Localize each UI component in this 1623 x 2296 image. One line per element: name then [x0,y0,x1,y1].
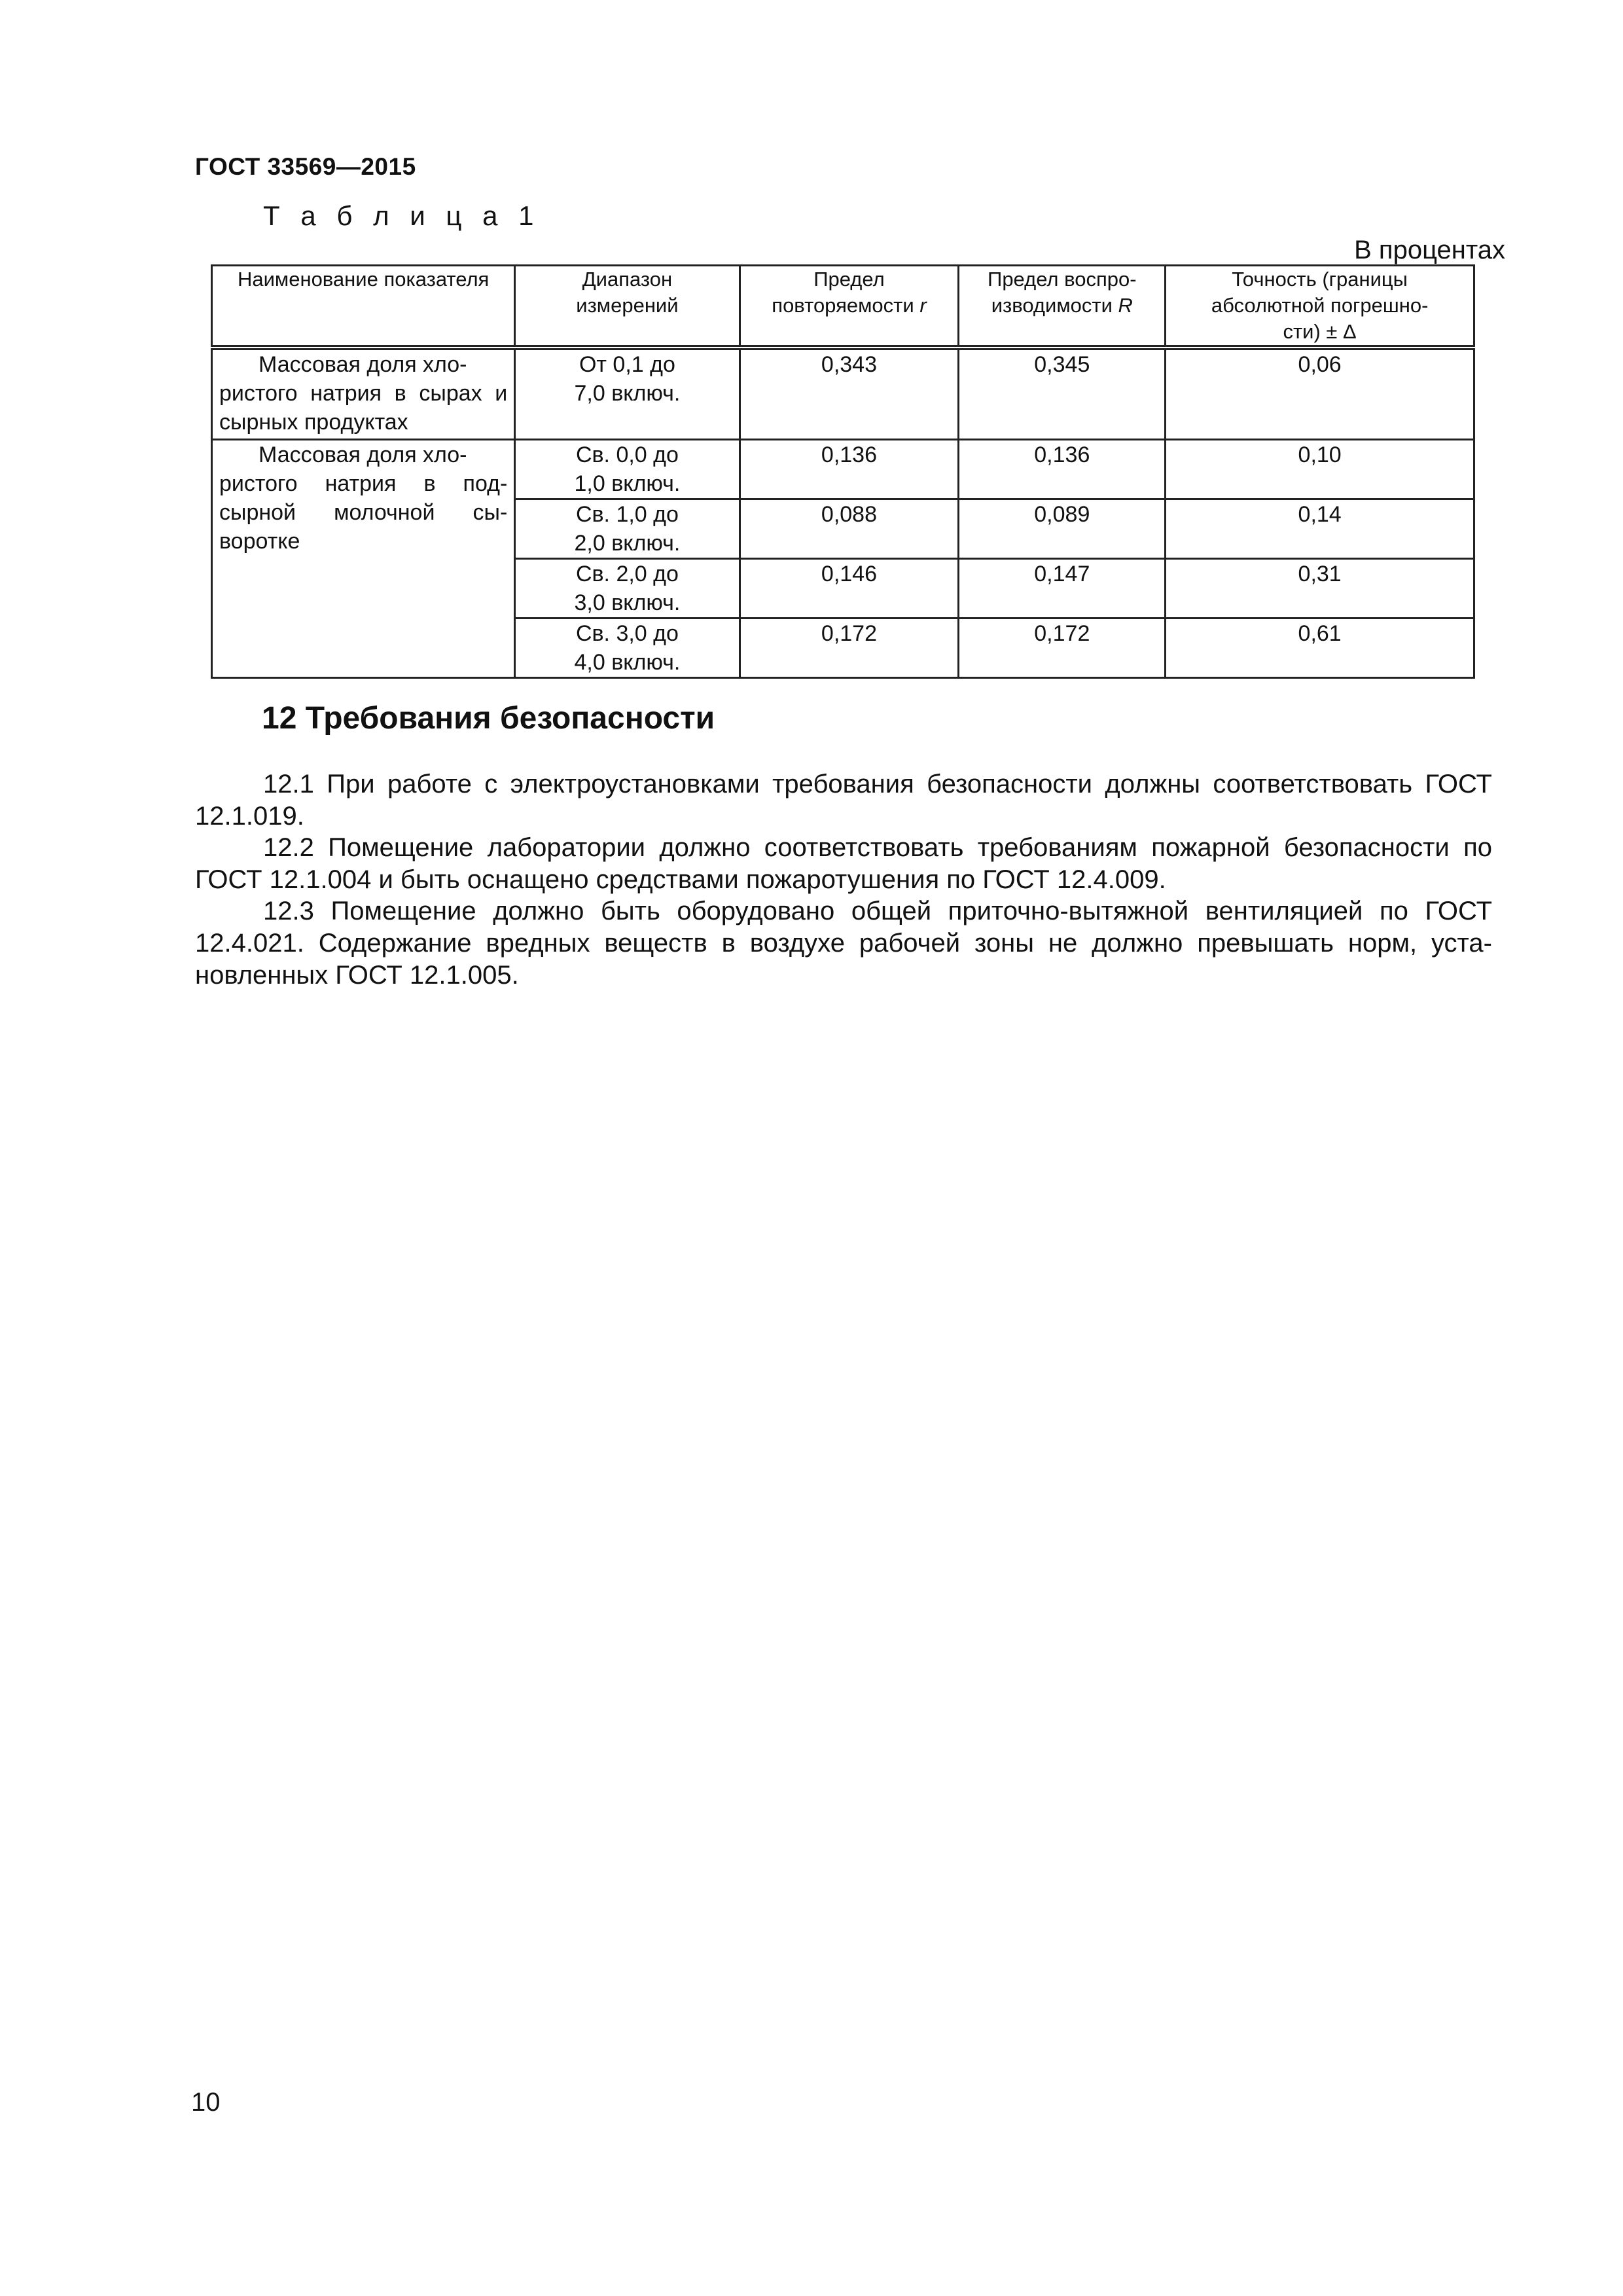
indicator-whey-line1: Массовая доля хло- [259,442,467,467]
reproducibility-value: 0,089 [959,499,1166,558]
repeatability-value: 0,172 [740,618,959,677]
indicator-whey-rest: ристого натрия в под-сырной молочной сы-воротке [219,471,508,554]
column-header-indicator-label: Наименование показателя [237,268,490,291]
range-cell [515,439,740,499]
accuracy-value: 0,10 [1166,439,1474,499]
range-line2: 1,0 включ. [574,471,681,496]
accuracy-value: 0,31 [1166,558,1474,618]
paragraph-12-3: 12.3 Помещение должно быть оборудовано общей приточно-вытяжной вентиляцией по ГОСТ 12.4.021. Содержание вредных веществ в воздухе рабочей зоны не должно превышать норм, уста-новленных ГОСТ 12.1.005. [195,897,1492,990]
column-header-accuracy-line3: сти) ± Δ [1283,320,1357,343]
table-row-whey-1 [212,439,1474,499]
range-line1: Св. 3,0 до [575,620,679,646]
indicator-cheese-rest: ристого натрия в сырах и сырных продуктах [219,381,508,435]
column-header-repeatability [740,266,959,348]
accuracy-value: 0,14 [1166,499,1474,558]
repeatability-value: 0,343 [740,348,959,439]
document-code-header: ГОСТ 33569—2015 [195,153,416,180]
range-cell [515,618,740,677]
repeatability-value: 0,136 [740,439,959,499]
reproducibility-value: 0,147 [959,558,1166,618]
accuracy-value: 0,06 [1166,348,1474,439]
range-line2: 2,0 включ. [574,530,681,556]
range-line1: Св. 2,0 до [575,561,679,586]
indicator-cheese-line1: Массовая доля хло- [259,352,467,377]
table-header-row [212,266,1474,348]
column-header-reproducibility [959,266,1166,348]
paragraph-12-1: 12.1 При работе с электроустановками требования безопасности должны соответствовать ГОСТ 12.1.019. [195,770,1492,831]
range-cell [515,348,740,439]
column-header-reproducibility-line2: изводимости [991,294,1113,317]
column-header-reproducibility-line1: Предел воспро- [988,268,1137,291]
indicator-whey [212,439,515,677]
table-caption: Т а б л и ц а 1 [263,200,541,231]
paragraph-12-2: 12.2 Помещение лаборатории должно соответствовать требованиям пожарной безопасности по ГОСТ 12.1.004 и быть оснащено средствами пожаротушения по ГОСТ 12.4.009. [195,833,1492,894]
column-header-repeatability-symbol: r [919,294,927,317]
repeatability-value: 0,088 [740,499,959,558]
range-line2: 4,0 включ. [574,649,681,675]
column-header-reproducibility-symbol: R [1118,294,1133,317]
reproducibility-value: 0,172 [959,618,1166,677]
page-number: 10 [191,2088,221,2117]
column-header-accuracy [1166,266,1474,348]
column-header-repeatability-line2: повторяемости [772,294,914,317]
range-cell [515,558,740,618]
table-units-note: В процентах [1354,236,1505,264]
column-header-range [515,266,740,348]
column-header-accuracy-line1: Точность (границы [1232,268,1408,291]
table-row-cheese [212,348,1474,439]
column-header-accuracy-line2: абсолютной погрешно- [1211,294,1429,317]
accuracy-value: 0,61 [1166,618,1474,677]
column-header-repeatability-line1: Предел [813,268,885,291]
column-header-range-line1: Диапазон [582,268,673,291]
indicator-cheese [212,348,515,439]
range-line1: Св. 1,0 до [575,501,679,527]
column-header-indicator [212,266,515,348]
range-line1: От 0,1 до [579,352,675,377]
range-line1: Св. 0,0 до [575,442,679,467]
range-line2: 3,0 включ. [574,590,681,615]
reproducibility-value: 0,345 [959,348,1166,439]
results-table [211,264,1475,679]
repeatability-value: 0,146 [740,558,959,618]
range-cell [515,499,740,558]
reproducibility-value: 0,136 [959,439,1166,499]
range-line2: 7,0 включ. [574,381,681,406]
column-header-range-line2: измерений [576,294,679,317]
section-title: 12 Требования безопасности [262,701,715,736]
